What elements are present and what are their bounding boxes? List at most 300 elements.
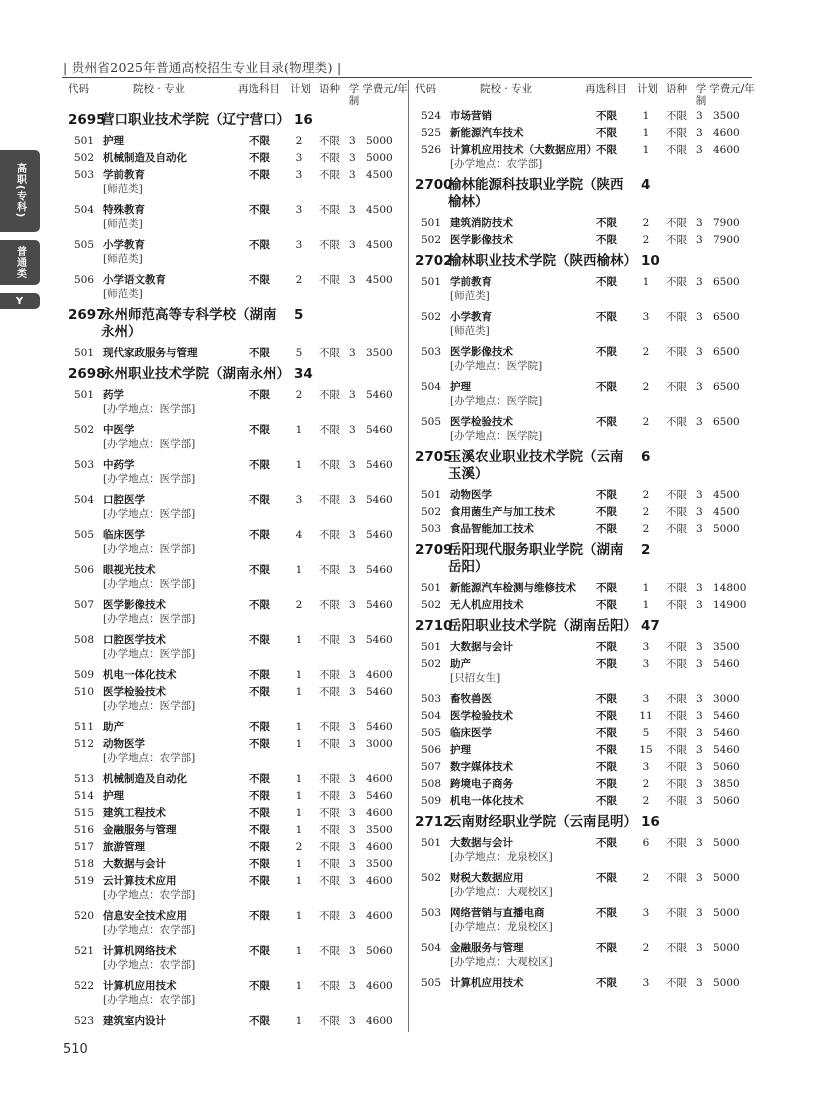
major-note: [师范类] xyxy=(103,218,143,230)
major-system: 3 xyxy=(349,858,356,870)
major-note: [办学地点：医学部] xyxy=(103,700,196,712)
major-language: 不限 xyxy=(319,858,340,870)
school-name: 榆林能源科技职业学院（陕西榆林） xyxy=(448,177,624,210)
major-note: [办学地点：医学部] xyxy=(103,403,196,415)
major-name: 新能源汽车技术 xyxy=(450,127,524,139)
major-name: 小学语文教育 xyxy=(103,274,166,286)
side-tab-level: 高职(专科) xyxy=(0,150,40,232)
major-code: 505 xyxy=(421,416,442,428)
major-language: 不限 xyxy=(666,837,687,849)
major-row xyxy=(68,771,408,788)
major-name: 食品智能加工技术 xyxy=(450,523,534,535)
major-note: [师范类] xyxy=(103,288,143,300)
header-system: 学制 xyxy=(348,83,360,107)
major-name: 信息安全技术应用 xyxy=(103,910,187,922)
major-fee: 5000 xyxy=(713,942,740,954)
school-plan: 34 xyxy=(294,366,313,382)
major-code: 502 xyxy=(421,599,442,611)
major-subject: 不限 xyxy=(249,599,270,611)
major-row xyxy=(68,150,408,167)
header-language: 语种 xyxy=(319,83,340,95)
major-plan: 2 xyxy=(642,795,650,807)
major-fee: 4600 xyxy=(366,980,393,992)
major-code: 516 xyxy=(74,824,95,836)
major-note: [办学地点：医学院] xyxy=(450,360,543,372)
major-code: 522 xyxy=(74,980,95,992)
school-code: 2697 xyxy=(68,307,106,323)
major-code: 504 xyxy=(74,204,95,216)
column-divider xyxy=(408,80,409,1032)
major-language: 不限 xyxy=(319,738,340,750)
major-language: 不限 xyxy=(319,790,340,802)
school-plan: 5 xyxy=(294,307,304,323)
major-note: [办学地点：医学部] xyxy=(103,578,196,590)
major-language: 不限 xyxy=(319,841,340,853)
major-note: [师范类] xyxy=(103,183,143,195)
major-subject: 不限 xyxy=(249,669,270,681)
major-fee: 6500 xyxy=(713,381,740,393)
school-name: 云南财经职业学院（云南昆明） xyxy=(448,814,637,830)
major-subject: 不限 xyxy=(596,727,617,739)
major-row xyxy=(68,667,408,684)
major-row xyxy=(68,345,408,362)
school-header xyxy=(68,307,408,341)
major-name: 机械制造及自动化 xyxy=(103,773,187,785)
header-subject: 再选科目 xyxy=(238,83,280,95)
major-subject: 不限 xyxy=(596,234,617,246)
school-code: 2710 xyxy=(415,618,453,634)
major-name: 计算机应用技术 xyxy=(103,980,177,992)
major-language: 不限 xyxy=(319,875,340,887)
major-fee: 6500 xyxy=(713,311,740,323)
major-code: 518 xyxy=(74,858,95,870)
major-row xyxy=(68,788,408,805)
school-name: 营口职业技术学院（辽宁营口） xyxy=(101,112,290,128)
major-row xyxy=(68,272,408,301)
major-row xyxy=(68,1013,408,1030)
major-plan: 3 xyxy=(295,239,303,251)
major-language: 不限 xyxy=(666,110,687,122)
major-plan: 1 xyxy=(295,790,303,802)
major-fee: 4600 xyxy=(713,144,740,156)
major-system: 3 xyxy=(349,841,356,853)
major-code: 523 xyxy=(74,1015,95,1027)
major-name: 云计算技术应用 xyxy=(103,875,177,887)
major-plan: 2 xyxy=(295,389,303,401)
major-fee: 5060 xyxy=(366,945,393,957)
major-system: 3 xyxy=(349,721,356,733)
major-system: 3 xyxy=(696,942,703,954)
school-plan: 10 xyxy=(641,253,660,269)
major-fee: 5460 xyxy=(366,424,393,436)
major-row xyxy=(415,708,755,725)
major-note: [办学地点：农学部] xyxy=(103,924,196,936)
major-fee: 4500 xyxy=(366,169,393,181)
major-system: 3 xyxy=(349,239,356,251)
left-column xyxy=(68,80,408,1030)
major-subject: 不限 xyxy=(596,416,617,428)
major-name: 机械制造及自动化 xyxy=(103,152,187,164)
major-language: 不限 xyxy=(666,977,687,989)
major-fee: 5460 xyxy=(366,529,393,541)
major-plan: 2 xyxy=(642,506,650,518)
major-code: 503 xyxy=(421,523,442,535)
major-fee: 5460 xyxy=(366,599,393,611)
major-subject: 不限 xyxy=(596,942,617,954)
major-code: 521 xyxy=(74,945,95,957)
major-fee: 3500 xyxy=(713,110,740,122)
major-code: 501 xyxy=(421,489,442,501)
header-fee: 学费元/年 xyxy=(362,83,408,95)
side-tab-type: 普通类 xyxy=(0,240,40,285)
major-row xyxy=(415,793,755,810)
school-header xyxy=(415,814,755,831)
major-plan: 1 xyxy=(295,564,303,576)
major-fee: 5000 xyxy=(713,977,740,989)
major-system: 3 xyxy=(696,311,703,323)
school-name: 岳阳职业技术学院（湖南岳阳） xyxy=(448,618,637,634)
major-language: 不限 xyxy=(666,217,687,229)
major-subject: 不限 xyxy=(596,907,617,919)
major-code: 501 xyxy=(421,582,442,594)
major-name: 无人机应用技术 xyxy=(450,599,524,611)
major-fee: 5000 xyxy=(366,135,393,147)
major-plan: 2 xyxy=(642,942,650,954)
major-fee: 5460 xyxy=(366,389,393,401)
major-plan: 1 xyxy=(295,858,303,870)
school-plan: 16 xyxy=(641,814,660,830)
major-plan: 1 xyxy=(295,875,303,887)
major-system: 3 xyxy=(349,389,356,401)
major-note: [办学地点：医学部] xyxy=(103,613,196,625)
major-plan: 3 xyxy=(642,907,650,919)
major-language: 不限 xyxy=(666,778,687,790)
major-subject: 不限 xyxy=(249,807,270,819)
major-language: 不限 xyxy=(666,599,687,611)
major-language: 不限 xyxy=(319,669,340,681)
major-name: 数字媒体技术 xyxy=(450,761,513,773)
header-plan: 计划 xyxy=(637,83,658,95)
major-fee: 6500 xyxy=(713,346,740,358)
major-name: 口腔医学技术 xyxy=(103,634,166,646)
major-subject: 不限 xyxy=(596,778,617,790)
major-system: 3 xyxy=(696,523,703,535)
major-note: [办学地点：医学部] xyxy=(103,648,196,660)
school-header xyxy=(415,542,755,576)
major-row xyxy=(68,492,408,521)
major-code: 514 xyxy=(74,790,95,802)
major-fee: 4500 xyxy=(366,239,393,251)
major-system: 3 xyxy=(696,795,703,807)
major-system: 3 xyxy=(349,1015,356,1027)
major-name: 大数据与会计 xyxy=(450,837,513,849)
major-name: 畜牧兽医 xyxy=(450,693,492,705)
major-name: 护理 xyxy=(450,744,471,756)
major-subject: 不限 xyxy=(596,795,617,807)
major-subject: 不限 xyxy=(596,744,617,756)
major-code: 501 xyxy=(421,276,442,288)
major-subject: 不限 xyxy=(596,658,617,670)
major-name: 小学教育 xyxy=(450,311,492,323)
major-plan: 2 xyxy=(295,135,303,147)
page-number: 510 xyxy=(63,1042,88,1057)
major-system: 3 xyxy=(349,790,356,802)
major-system: 3 xyxy=(349,424,356,436)
major-note: [办学地点：医学院] xyxy=(450,395,543,407)
major-row xyxy=(415,379,755,408)
major-fee: 5460 xyxy=(713,727,740,739)
major-row xyxy=(415,742,755,759)
major-fee: 6500 xyxy=(713,416,740,428)
school-code: 2702 xyxy=(415,253,453,269)
major-subject: 不限 xyxy=(249,204,270,216)
major-system: 3 xyxy=(349,634,356,646)
major-language: 不限 xyxy=(319,564,340,576)
major-subject: 不限 xyxy=(249,721,270,733)
major-note: [只招女生] xyxy=(450,672,501,684)
major-code: 508 xyxy=(74,634,95,646)
major-language: 不限 xyxy=(319,169,340,181)
major-system: 3 xyxy=(349,135,356,147)
major-row xyxy=(415,870,755,899)
major-row xyxy=(68,822,408,839)
major-fee: 4600 xyxy=(713,127,740,139)
major-name: 旅游管理 xyxy=(103,841,145,853)
major-name: 药学 xyxy=(103,389,124,401)
school-code: 2712 xyxy=(415,814,453,830)
major-language: 不限 xyxy=(666,693,687,705)
major-plan: 2 xyxy=(295,841,303,853)
major-fee: 3000 xyxy=(713,693,740,705)
school-plan: 47 xyxy=(641,618,660,634)
major-fee: 3000 xyxy=(366,738,393,750)
major-row xyxy=(415,940,755,969)
major-code: 512 xyxy=(74,738,95,750)
major-note: [办学地点：医学部] xyxy=(103,438,196,450)
major-system: 3 xyxy=(349,980,356,992)
header-subject: 再选科目 xyxy=(585,83,627,95)
major-code: 515 xyxy=(74,807,95,819)
major-plan: 1 xyxy=(295,980,303,992)
header-system: 学制 xyxy=(695,83,707,107)
major-subject: 不限 xyxy=(249,858,270,870)
major-system: 3 xyxy=(349,945,356,957)
school-code: 2695 xyxy=(68,112,106,128)
major-plan: 2 xyxy=(642,381,650,393)
major-subject: 不限 xyxy=(596,761,617,773)
school-plan: 4 xyxy=(641,177,651,193)
major-plan: 1 xyxy=(295,807,303,819)
header-fee: 学费元/年 xyxy=(709,83,755,95)
major-row xyxy=(68,978,408,1007)
school-name: 榆林职业技术学院（陕西榆林） xyxy=(448,253,637,269)
major-plan: 2 xyxy=(295,274,303,286)
major-code: 505 xyxy=(74,239,95,251)
major-note: [师范类] xyxy=(450,290,490,302)
major-code: 502 xyxy=(421,872,442,884)
major-plan: 1 xyxy=(642,276,650,288)
major-fee: 5460 xyxy=(366,790,393,802)
major-row xyxy=(68,943,408,972)
major-system: 3 xyxy=(696,761,703,773)
major-system: 3 xyxy=(696,110,703,122)
major-row xyxy=(415,414,755,443)
major-language: 不限 xyxy=(666,710,687,722)
major-plan: 3 xyxy=(295,169,303,181)
major-name: 临床医学 xyxy=(450,727,492,739)
school-name: 玉溪农业职业技术学院（云南玉溪） xyxy=(448,449,624,482)
major-plan: 2 xyxy=(642,346,650,358)
major-language: 不限 xyxy=(666,144,687,156)
major-system: 3 xyxy=(696,778,703,790)
major-fee: 5460 xyxy=(713,744,740,756)
major-code: 513 xyxy=(74,773,95,785)
major-plan: 5 xyxy=(295,347,303,359)
major-subject: 不限 xyxy=(249,459,270,471)
major-row xyxy=(415,759,755,776)
major-plan: 1 xyxy=(295,459,303,471)
major-name: 助产 xyxy=(450,658,471,670)
major-code: 501 xyxy=(421,641,442,653)
major-language: 不限 xyxy=(666,489,687,501)
major-row xyxy=(68,237,408,266)
major-fee: 5060 xyxy=(713,795,740,807)
major-system: 3 xyxy=(696,837,703,849)
major-language: 不限 xyxy=(319,773,340,785)
major-row xyxy=(68,562,408,591)
major-system: 3 xyxy=(349,169,356,181)
major-plan: 1 xyxy=(642,110,650,122)
major-language: 不限 xyxy=(319,1015,340,1027)
major-code: 503 xyxy=(421,907,442,919)
major-code: 507 xyxy=(74,599,95,611)
major-row xyxy=(68,527,408,556)
major-subject: 不限 xyxy=(596,506,617,518)
major-system: 3 xyxy=(696,276,703,288)
major-subject: 不限 xyxy=(596,641,617,653)
major-name: 医学影像技术 xyxy=(450,346,513,358)
major-row xyxy=(68,167,408,196)
major-row xyxy=(68,805,408,822)
major-plan: 2 xyxy=(642,416,650,428)
major-system: 3 xyxy=(349,875,356,887)
major-language: 不限 xyxy=(666,641,687,653)
major-plan: 1 xyxy=(642,144,650,156)
major-row xyxy=(415,691,755,708)
major-fee: 4500 xyxy=(366,204,393,216)
major-system: 3 xyxy=(696,582,703,594)
major-code: 502 xyxy=(421,658,442,670)
major-fee: 3500 xyxy=(366,858,393,870)
major-name: 食用菌生产与加工技术 xyxy=(450,506,555,518)
major-row xyxy=(68,719,408,736)
major-code: 525 xyxy=(421,127,442,139)
major-fee: 14900 xyxy=(713,599,747,611)
major-plan: 2 xyxy=(642,523,650,535)
major-row xyxy=(68,856,408,873)
major-row xyxy=(68,873,408,902)
major-row xyxy=(68,202,408,231)
school-name: 岳阳现代服务职业学院（湖南岳阳） xyxy=(448,542,624,575)
major-code: 501 xyxy=(74,389,95,401)
major-subject: 不限 xyxy=(596,144,617,156)
major-subject: 不限 xyxy=(249,824,270,836)
major-code: 517 xyxy=(74,841,95,853)
major-name: 金融服务与管理 xyxy=(103,824,177,836)
major-subject: 不限 xyxy=(249,135,270,147)
major-code: 511 xyxy=(74,721,95,733)
major-fee: 5460 xyxy=(713,710,740,722)
major-plan: 3 xyxy=(642,311,650,323)
major-code: 501 xyxy=(74,347,95,359)
major-code: 503 xyxy=(421,346,442,358)
major-note: [办学地点：医学部] xyxy=(103,508,196,520)
major-row xyxy=(68,597,408,626)
major-plan: 2 xyxy=(295,599,303,611)
major-subject: 不限 xyxy=(596,110,617,122)
major-plan: 3 xyxy=(642,693,650,705)
major-code: 507 xyxy=(421,761,442,773)
major-plan: 2 xyxy=(642,872,650,884)
major-system: 3 xyxy=(696,727,703,739)
major-code: 504 xyxy=(421,710,442,722)
major-note: [办学地点：大观校区] xyxy=(450,956,553,968)
major-plan: 1 xyxy=(642,582,650,594)
major-name: 市场营销 xyxy=(450,110,492,122)
school-name: 永州师范高等专科学校（湖南永州） xyxy=(101,307,277,340)
major-subject: 不限 xyxy=(596,381,617,393)
major-row xyxy=(415,274,755,303)
major-system: 3 xyxy=(349,669,356,681)
major-subject: 不限 xyxy=(249,529,270,541)
major-name: 医学检验技术 xyxy=(450,710,513,722)
major-system: 3 xyxy=(696,346,703,358)
major-system: 3 xyxy=(696,127,703,139)
major-plan: 1 xyxy=(295,634,303,646)
major-subject: 不限 xyxy=(596,276,617,288)
major-row xyxy=(415,125,755,142)
major-fee: 5460 xyxy=(366,634,393,646)
major-code: 505 xyxy=(421,977,442,989)
school-header xyxy=(415,177,755,211)
major-plan: 2 xyxy=(642,234,650,246)
major-fee: 4600 xyxy=(366,875,393,887)
major-code: 502 xyxy=(421,506,442,518)
major-name: 医学检验技术 xyxy=(450,416,513,428)
major-language: 不限 xyxy=(319,945,340,957)
major-note: [办学地点：农学部] xyxy=(103,752,196,764)
right-column xyxy=(415,80,755,992)
major-system: 3 xyxy=(696,872,703,884)
major-name: 中医学 xyxy=(103,424,135,436)
major-system: 3 xyxy=(696,489,703,501)
major-language: 不限 xyxy=(666,276,687,288)
major-name: 计算机应用技术 xyxy=(450,977,524,989)
major-name: 护理 xyxy=(103,135,124,147)
major-language: 不限 xyxy=(319,274,340,286)
major-language: 不限 xyxy=(319,529,340,541)
major-code: 504 xyxy=(421,942,442,954)
major-system: 3 xyxy=(696,599,703,611)
major-fee: 4600 xyxy=(366,841,393,853)
major-system: 3 xyxy=(349,824,356,836)
school-header xyxy=(415,449,755,483)
major-subject: 不限 xyxy=(249,152,270,164)
major-system: 3 xyxy=(349,152,356,164)
major-plan: 1 xyxy=(642,127,650,139)
major-code: 504 xyxy=(74,494,95,506)
major-row xyxy=(68,908,408,937)
